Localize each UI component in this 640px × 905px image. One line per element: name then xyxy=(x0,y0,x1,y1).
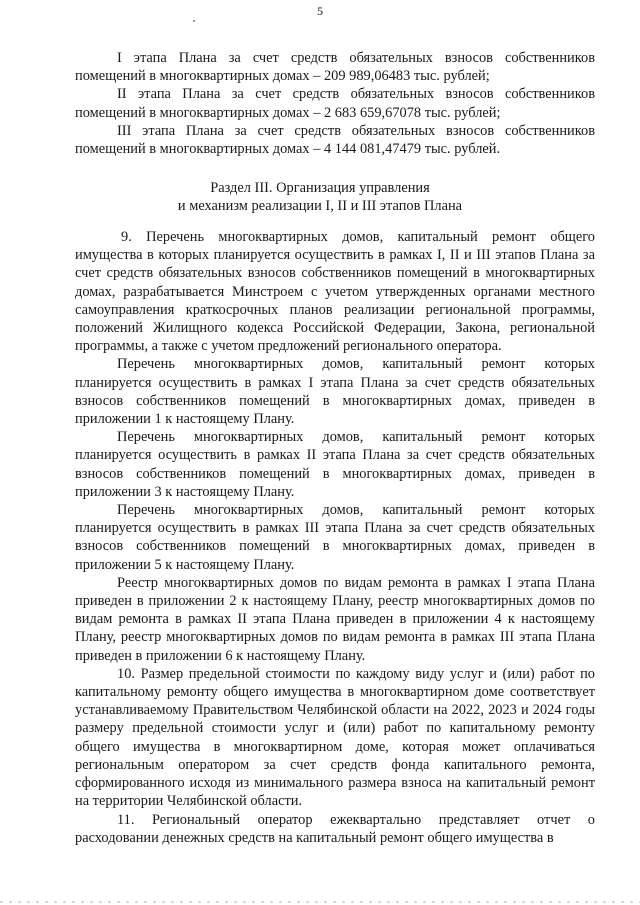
paragraph-list-stage-2: Перечень многоквартирных домов, капитальный ремонт которых планируется осуществить в рамках II этапа Плана за счет средств обязательных взносов собственников помещений в многоквартирных домах, приведен в приложении 3 к настоящему Плану. xyxy=(75,429,595,500)
paragraph-11: 11. Региональный оператор ежеквартально представляет отчет о расходовании денежных средств на капитальный ремонт общего имущества в xyxy=(75,811,595,846)
funding-stage-1: I этапа Плана за счет средств обязательных взносов собственников помещений в многоквартирных домах – 209 989,06483 тыс. рублей; xyxy=(75,50,595,85)
section-heading-line-1: Раздел III. Организация управления xyxy=(210,180,430,196)
scan-artifact xyxy=(193,20,195,22)
section-heading-line-2: и механизм реализации I, II и III этапов Плана xyxy=(177,198,463,215)
section-heading xyxy=(0,179,640,215)
funding-stage-2: II этапа Плана за счет средств обязательных взносов собственников помещений в многоквартирных домах – 2 683 659,67078 тыс. рублей; xyxy=(75,86,595,121)
paragraph-9: 9. Перечень многоквартирных домов, капитальный ремонт общего имущества в которых планируется осуществить в рамках I, II и III этапов Плана за счет средств обязательных взносов собственников помещений в многоквартирных домах, разрабатывается Минстроем с учетом утвержденных органами местного самоуправления краткосрочных планов реализации региональной программы, положений Жилищного кодекса Российской Федерации, Закона, региональной программы, а также с учетом предложений регионального оператора. xyxy=(75,229,595,355)
scan-edge-artifact xyxy=(0,901,640,903)
section-body xyxy=(75,228,595,847)
paragraph-registries: Реестр многоквартирных домов по видам ремонта в рамках I этапа Плана приведен в приложении 2 к настоящему Плану, реестр многоквартирных домов по видам ремонта в рамках II этапа Плана приведен в приложении 4 к настоящему Плану, реестр многоквартирных домов по видам ремонта в рамках III этапа Плана приведен в приложении 6 к настоящему Плану. xyxy=(75,574,595,664)
paragraph-list-stage-3: Перечень многоквартирных домов, капитальный ремонт которых планируется осуществить в рамках III этапа Плана за счет средств обязательных взносов собственников помещений в многоквартирных домах, приведен в приложении 5 к настоящему Плану. xyxy=(75,502,595,573)
paragraph-list-stage-1: Перечень многоквартирных домов, капитальный ремонт которых планируется осуществить в рамках I этапа Плана за счет средств обязательных взносов собственников помещений в многоквартирных домах, приведен в приложении 1 к настоящему Плану. xyxy=(75,356,595,428)
paragraph-10: 10. Размер предельной стоимости по каждому виду услуг и (или) работ по капитальному ремонту общего имущества в многоквартирном доме соответствует устанавливаемому Правительством Челябинской области на 2022, 2023 и 2024 годы размеру предельной стоимости услуг и (или) работ по капитальному ремонту общего имущества в многоквартирном доме, которая может оплачиваться региональным оператором за счет средств фонда капитального ремонта, сформированного исходя из минимального размера взноса на капитальный ремонт на территории Челябинской области. xyxy=(75,665,595,810)
funding-amounts-block xyxy=(75,49,595,158)
funding-stage-3: III этапа Плана за счет средств обязательных взносов собственников помещений в многоквартирных домах – 4 144 081,47479 тыс. рублей. xyxy=(75,122,595,158)
page-number: 5 xyxy=(317,4,323,18)
